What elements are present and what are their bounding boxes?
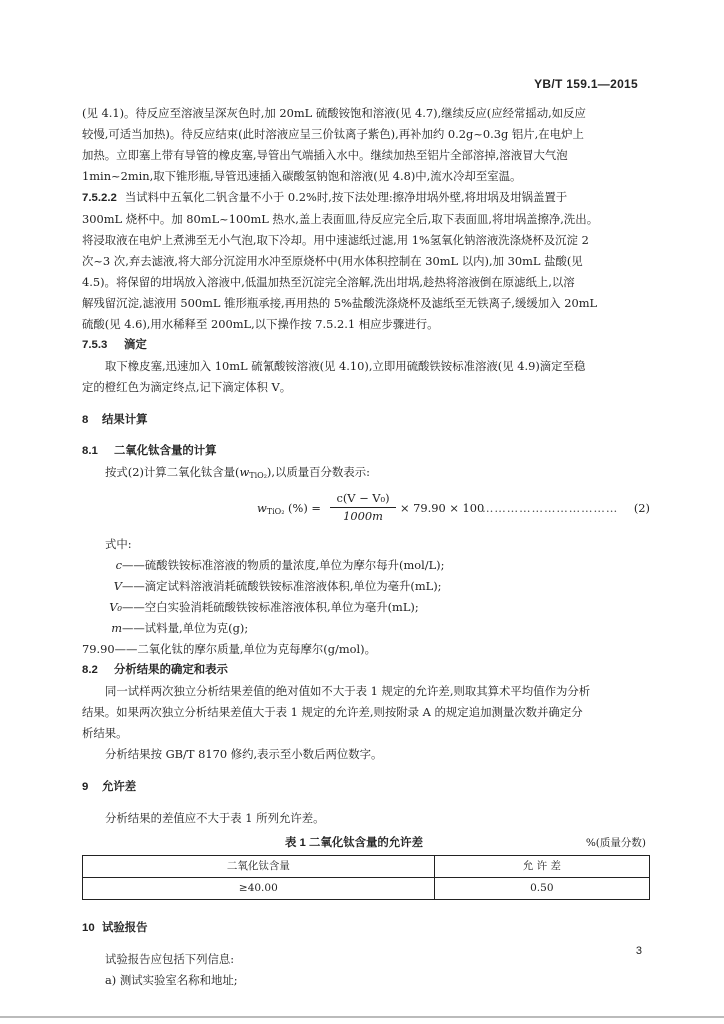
variable-description: ——试料量,单位为克(g); (122, 621, 249, 635)
table-header: 允 许 差 (434, 856, 649, 878)
document-id: YB/T 159.1—2015 (534, 77, 638, 91)
variable-definition (82, 618, 650, 639)
section-number: 9 (82, 781, 89, 793)
text-line: 4.5)。将保留的坩埚放入溶液中,低温加热至沉淀完全溶解,洗出坩埚,趁热将溶液倒在原滤纸上,以溶 (82, 275, 575, 289)
text-line: 结果。如果两次独立分析结果差值大于表 1 规定的允许差,则按附录 A 的规定追加测量次数并确定分 (82, 705, 583, 719)
variable-definition (82, 555, 650, 576)
section-title: 二氧化钛含量的计算 (114, 445, 217, 457)
text-line: 1min~2min,取下锥形瓶,导管迅速插入碳酸氢钠饱和溶液(见 4.8)中,流水冷却至室温。 (82, 169, 522, 183)
section-number: 8.1 (82, 445, 98, 457)
text-line: 同一试样两次独立分析结果差值的绝对值如不大于表 1 规定的允许差,则取其算术平均值作为分析 (105, 684, 591, 698)
section-title: 试验报告 (102, 922, 148, 934)
para-continuation (82, 103, 650, 187)
variable-w: w (257, 501, 267, 515)
section-heading (82, 335, 650, 356)
page-edge (0, 1016, 724, 1018)
section-heading (82, 441, 650, 462)
formula-2 (82, 490, 650, 524)
formula-rhs: × 79.90 × 100 (400, 501, 485, 515)
variable-symbol: V (113, 579, 122, 593)
table-row (83, 878, 650, 900)
page-content (82, 103, 650, 991)
formula-lhs (257, 498, 321, 522)
section-8-2 (82, 660, 650, 765)
section-number: 8 (82, 414, 89, 426)
section-number: 7.5.2.2 (82, 192, 117, 204)
equation-number: (2) (633, 501, 650, 515)
formula-numerator: c(V − V₀) (330, 490, 396, 508)
text-span: 按式(2)计算二氧化钛含量( (105, 465, 240, 479)
table-cell: ≥40.00 (83, 878, 435, 900)
formula-fraction (330, 490, 396, 524)
text-line (82, 187, 650, 209)
table-header: 二氧化钛含量 (83, 856, 435, 878)
section-number: 10 (82, 922, 95, 934)
section-heading (82, 660, 650, 681)
text-line: 加热。立即塞上带有导管的橡皮塞,导管出气端插入水中。继续加热至铝片全部溶掉,溶液冒大气泡 (82, 148, 568, 162)
text-line (82, 462, 650, 486)
section-title: 分析结果的确定和表示 (114, 664, 228, 676)
section-heading-10 (82, 918, 650, 939)
subscript: TiO₂ (266, 507, 285, 516)
text-line: 定的橙红色为滴定终点,记下滴定体积 V。 (82, 380, 292, 394)
table-unit: %(质量分数) (585, 837, 646, 849)
section-8-1 (82, 441, 650, 660)
variable-symbol: c (115, 558, 122, 572)
section-number: 7.5.3 (82, 339, 108, 351)
variable-description: ——滴定试料溶液消耗硫酸铁铵标准溶液体积,单位为毫升(mL); (122, 579, 442, 593)
text-line: 硫酸(见 4.6),用水稀释至 200mL,以下操作按 7.5.2.1 相应步骤进行。 (82, 317, 439, 331)
variable-definition: 79.90——二氧化钛的摩尔质量,单位为克每摩尔(g/mol)。 (82, 642, 376, 656)
text-line: 分析结果的差值应不大于表 1 所列允许差。 (105, 811, 325, 825)
section-number: 8.2 (82, 664, 98, 676)
text-line: 取下橡皮塞,迅速加入 10mL 硫氰酸铵溶液(见 4.10),立即用硫酸铁铵标准溶液(见 4.9)滴定至稳 (105, 359, 586, 373)
text-line: 次~3 次,弃去滤液,将大部分沉淀用水冲至原烧杯中(用水体积控制在 30mL 以内),加 30mL 盐酸(见 (82, 254, 583, 268)
formula-leader-dots: …………………………… (482, 501, 619, 515)
variable-symbol: m (111, 621, 122, 635)
variable-w: w (239, 465, 250, 479)
section-7-5-3 (82, 335, 650, 398)
text-line: 分析结果按 GB/T 8170 修约,表示至小数后两位数字。 (105, 747, 383, 761)
variable-symbol: V₀ (109, 600, 122, 614)
table-caption (82, 833, 650, 855)
table-title: 表 1 二氧化钛含量的允许差 (285, 837, 423, 849)
text-line: 析结果。 (82, 726, 128, 740)
variable-description: ——硫酸铁铵标准溶液的物质的量浓度,单位为摩尔每升(mol/L); (122, 558, 445, 572)
table-cell: 0.50 (434, 878, 649, 900)
text-line: 将浸取液在电炉上煮沸至无小气泡,取下冷却。用中速滤纸过滤,用 1%氢氧化钠溶液洗涤烧杯及沉淀 2 (82, 233, 589, 247)
section-title: 允许差 (102, 781, 137, 793)
page-number: 3 (635, 945, 642, 957)
section-title: 结果计算 (102, 414, 148, 426)
text-line: 试验报告应包括下列信息: (105, 952, 235, 966)
list-item: a) 测试实验室名称和地址; (105, 973, 238, 987)
text-line: 300mL 烧杯中。加 80mL~100mL 热水,盖上表面皿,待反应完全后,取下表面皿,将坩埚盖擦净,洗出。 (82, 212, 599, 226)
formula-lhs-text: (%) = (288, 501, 321, 515)
text-span: 当试料中五氧化二钒含量不小于 0.2%时,按下法处理:擦净坩埚外壁,将坩埚及坩锅盖置于 (124, 190, 568, 204)
variable-description: ——空白实验消耗硫酸铁铵标准溶液体积,单位为毫升(mL); (122, 600, 419, 614)
text-line: (见 4.1)。待反应至溶液呈深灰色时,加 20mL 硫酸铵饱和溶液(见 4.7),继续反应(应经常摇动,如反应 (82, 106, 586, 120)
tolerance-table (82, 855, 650, 900)
where-label: 式中: (105, 537, 132, 551)
section-7-5-2-2 (82, 187, 650, 335)
section-heading-8 (82, 410, 650, 431)
section-title: 滴定 (124, 339, 147, 351)
subscript: TiO₂ (249, 471, 267, 480)
text-span: ),以质量百分数表示: (266, 465, 370, 479)
variable-definition (82, 597, 650, 618)
table-header-row (83, 856, 650, 878)
variable-definition (82, 576, 650, 597)
section-heading-9 (82, 777, 650, 798)
formula-denominator: 1000m (343, 509, 383, 523)
text-line: 较慢,可适当加热)。待反应结束(此时溶液应呈三价钛离子紫色),再补加约 0.2g~0.3g 铝片,在电炉上 (82, 127, 584, 141)
text-line: 解残留沉淀,滤液用 500mL 锥形瓶承接,再用热的 5%盐酸洗涤烧杯及滤纸至无铁离子,缓缓加入 20mL (82, 296, 598, 310)
